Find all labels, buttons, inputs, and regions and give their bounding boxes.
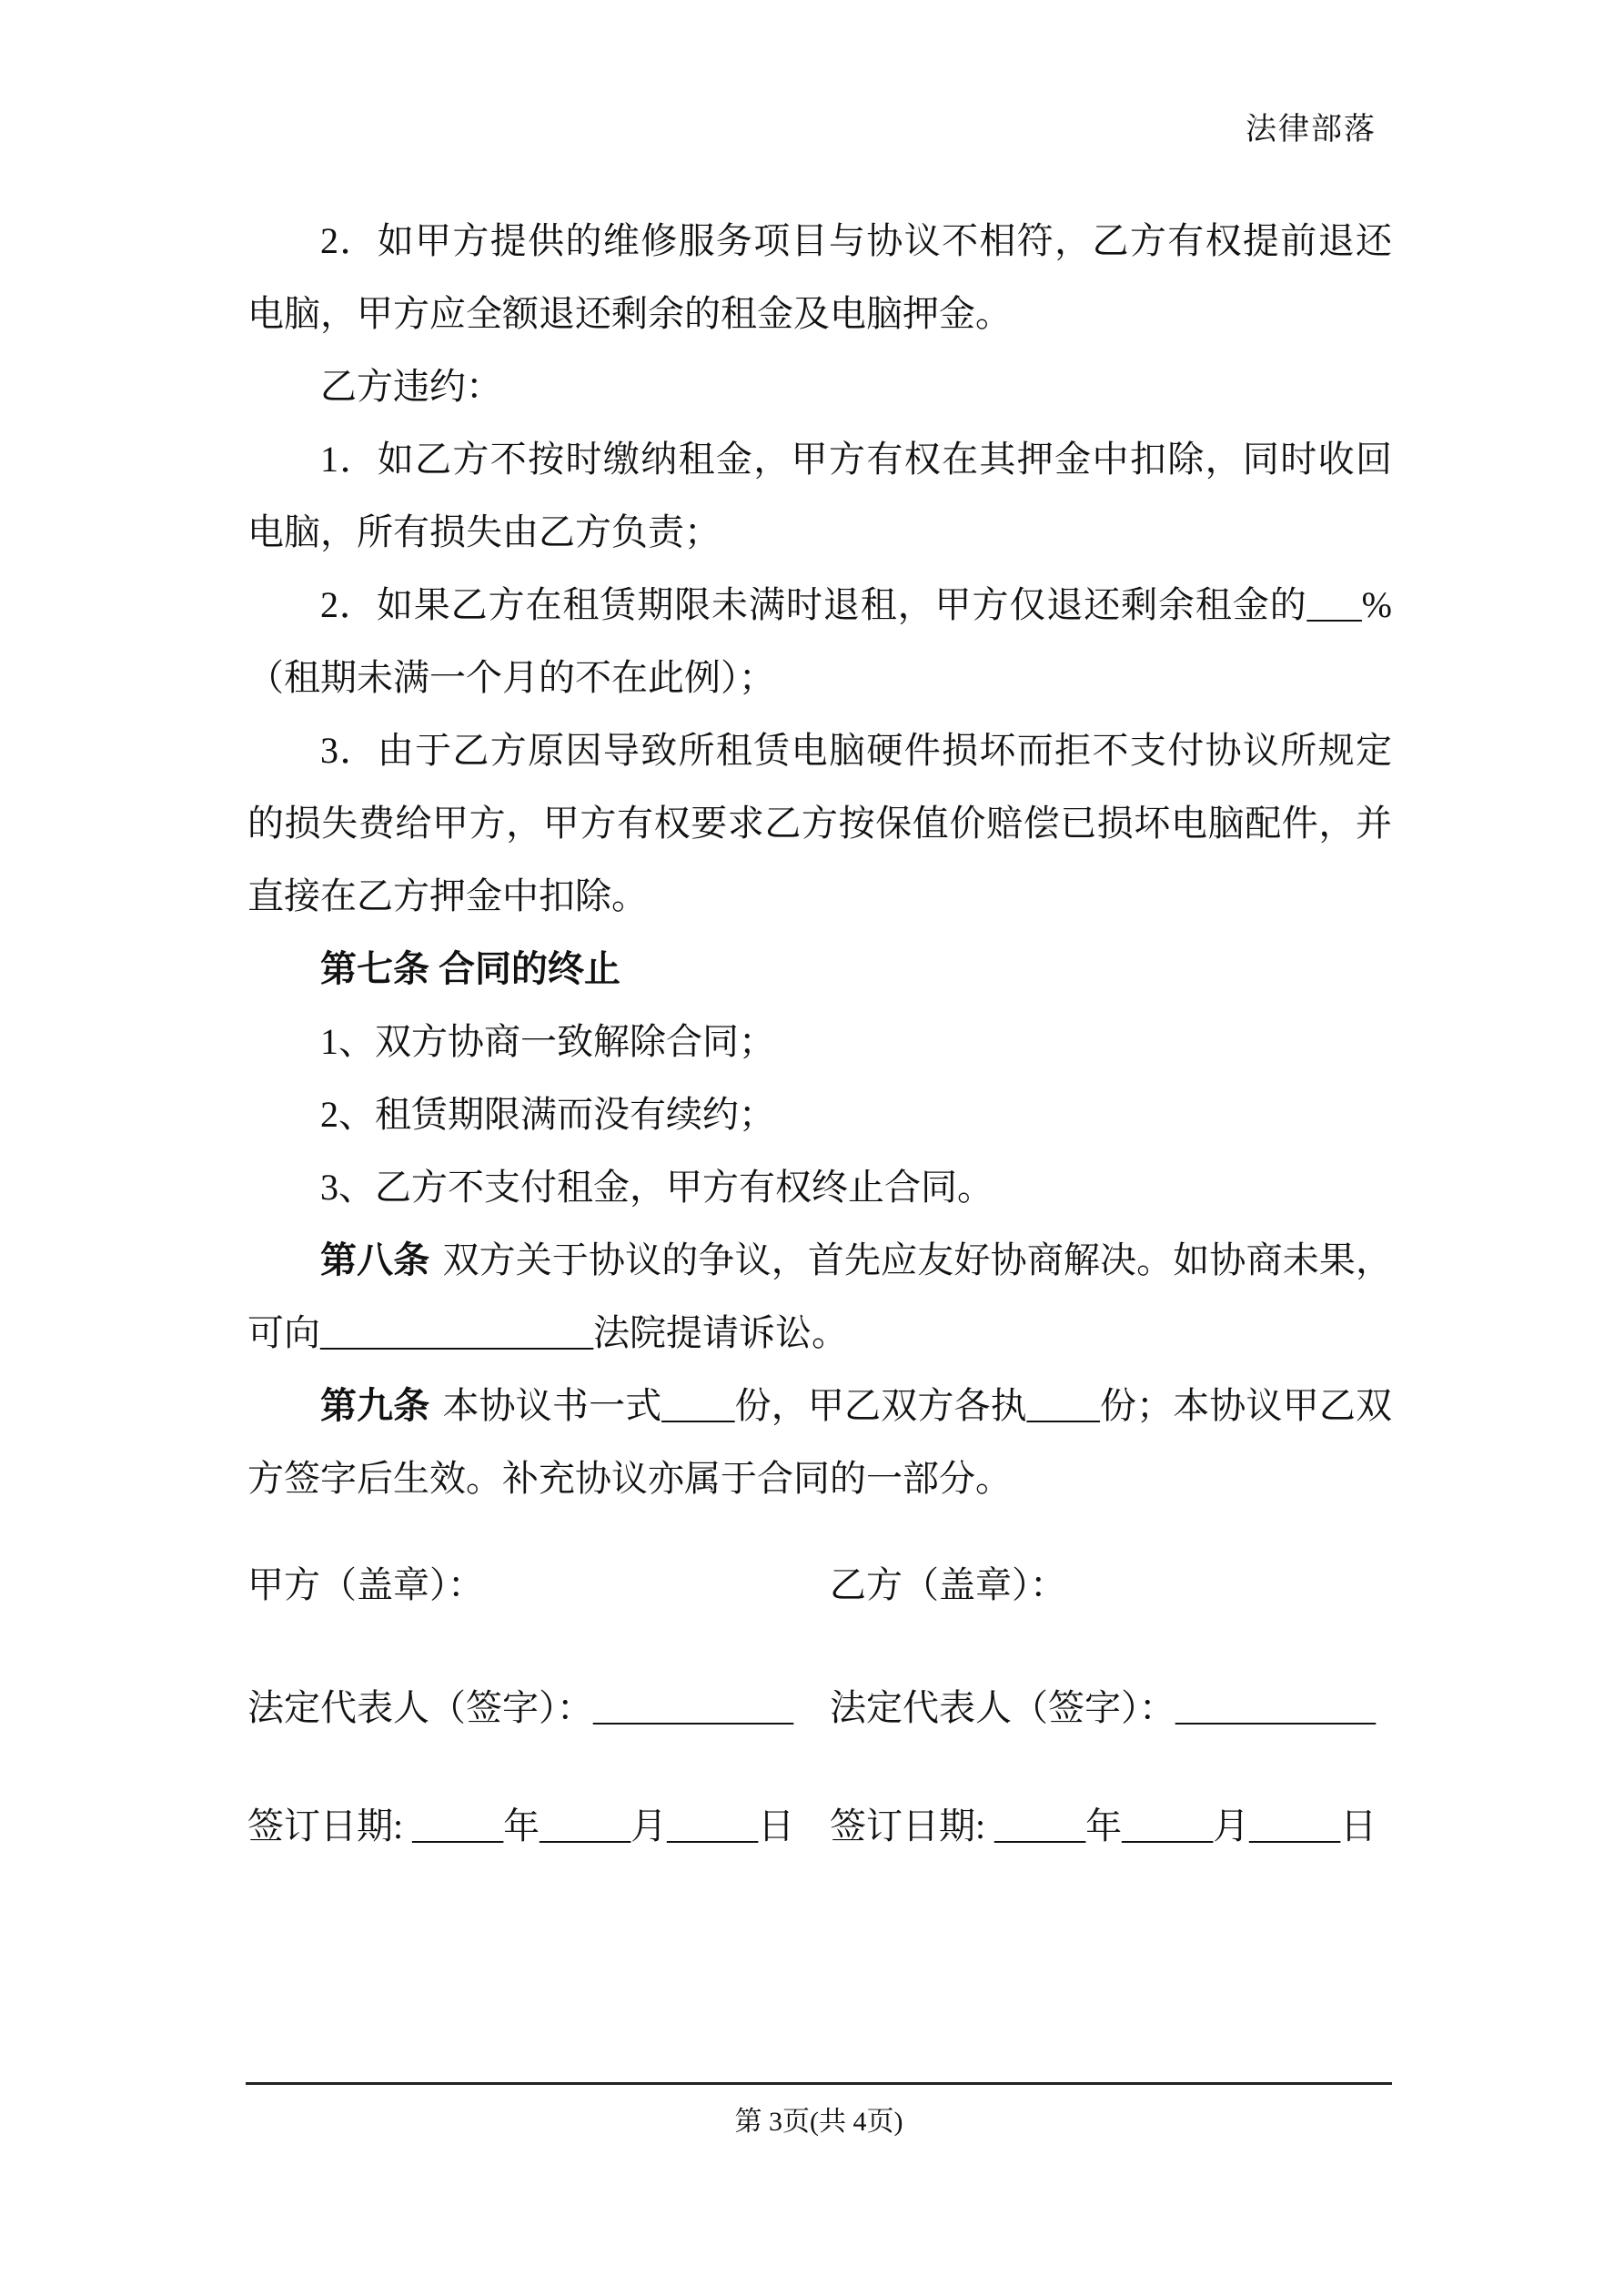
article8-text: 双方关于协议的争议，首先应友好协商解决。如协商未果，可向___​____________法院提请诉讼。 bbox=[247, 1239, 1393, 1353]
sign-date-row bbox=[247, 1790, 1392, 1863]
clause-party-a-breach-2: 2．如甲方提供的维修服务项目与协议不相符，乙方有权提前退还电脑，甲方应全额退还剩余的租金及电脑押金。 bbox=[247, 220, 1392, 334]
page-header bbox=[247, 111, 1377, 149]
breach-b-item-3: 3．由于乙方原因导致所租赁电脑硬件损坏而拒不支付协议所规定的损失费给甲方，甲方有权要求乙方按保值价赔偿已损坏电脑配件，并直接在乙方押金中扣除。 bbox=[247, 730, 1392, 916]
breach-b-item-2: 2．如果乙方在租赁期限未满时退租，甲方仅退还剩余租金的___%（租期未满一个月的不在此例）； bbox=[247, 584, 1392, 698]
breach-b-title: 乙方违约： bbox=[320, 366, 502, 407]
article9-label: 第九条 bbox=[320, 1385, 430, 1426]
party-a-rep-sign-line: 法定代表人（签字）：___________ bbox=[247, 1687, 793, 1728]
article9-text: 本协议书一式____份，甲乙双方各执____份；本协议甲乙双方签字后生效。补充协议亦属于合同的一部分。 bbox=[247, 1385, 1393, 1499]
party-b-date-line: 签订日期: _____年_____月_____日 bbox=[830, 1805, 1377, 1846]
article8-clause bbox=[247, 1224, 1392, 1370]
representative-sign-row bbox=[247, 1672, 1392, 1745]
breach-b-item-1: 1．如乙方不按时缴纳租金，甲方有权在其押金中扣除，同时收回电脑，所有损失由乙方负责； bbox=[247, 439, 1392, 552]
page-footer bbox=[246, 2082, 1392, 2139]
party-b-rep-sign-line: 法定代表人（签字）：___________ bbox=[830, 1687, 1376, 1728]
party-b-seal-label: 乙方（盖章）： bbox=[830, 1564, 1066, 1605]
article8-label: 第八条 bbox=[320, 1239, 430, 1280]
page-number: 第 3页(共 4页) bbox=[734, 2107, 903, 2137]
contract-body bbox=[247, 205, 1392, 1863]
brand-watermark: 法律部落 bbox=[1246, 113, 1377, 147]
article7-item-3: 3、乙方不支付租金，甲方有权终止合同。 bbox=[320, 1167, 994, 1208]
seal-row bbox=[247, 1549, 1392, 1622]
article7-heading: 第七条 合同的终止 bbox=[320, 948, 620, 989]
article9-clause bbox=[247, 1370, 1392, 1515]
article7-item-2: 2、租赁期限满而没有续约； bbox=[320, 1094, 775, 1135]
signature-block bbox=[247, 1549, 1392, 1863]
party-a-date-line: 签订日期: _____年_____月_____日 bbox=[247, 1805, 795, 1846]
party-a-seal-label: 甲方（盖章）： bbox=[247, 1564, 484, 1605]
article7-item-1: 1、双方协商一致解除合同； bbox=[320, 1021, 775, 1062]
